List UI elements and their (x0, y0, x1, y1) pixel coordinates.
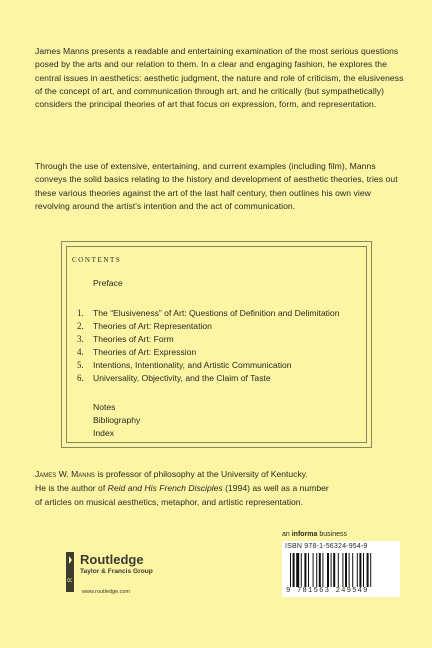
description-paragraph-2: Through the use of extensive, entertaining, and current examples (including film), Manns conveys the solid basics relating to the history and development of aesthetic theories, tries out these various theories against the art of the last half century, then outlines his own view revolving around the artist's intention and the act of communication. (35, 161, 398, 211)
publisher-url: www.routledge.com (82, 589, 130, 595)
barcode-digits: 9 781563 249549 (286, 587, 369, 595)
toc-chapter-title: Universality, Objectivity, and the Claim of Taste (93, 373, 271, 383)
barcode-bar (345, 553, 347, 587)
publisher-name: Routledge (80, 552, 144, 567)
barcode-bar (331, 553, 332, 587)
barcode-bar (338, 553, 339, 587)
toc-chapter-number: 1. (77, 308, 84, 318)
barcode-bar (319, 553, 321, 587)
isbn-text: ISBN 978-1-56324-954-9 (285, 543, 368, 550)
barcode-bar (367, 553, 369, 587)
barcode-bar (359, 553, 361, 587)
toc-chapter-title: Intentions, Intentionality, and Artistic Communication (93, 360, 292, 370)
contents-heading: CONTENTS (72, 256, 122, 264)
barcode-bar (333, 553, 335, 587)
toc-chapter-title: The “Elusiveness” of Art: Questions of Definition and Delimitation (93, 308, 340, 318)
barcode-bar (363, 553, 364, 587)
barcode-bar (293, 553, 295, 587)
informa-business-line: an informa business (282, 531, 347, 538)
toc-chapter-number: 3. (77, 334, 84, 344)
barcode-bar (308, 553, 309, 587)
barcode-bar (357, 553, 358, 587)
barcode-bar (304, 553, 306, 587)
toc-index: Index (93, 428, 115, 438)
bio-text: of articles on musical aesthetics, metaphor, and artistic representation. (35, 497, 303, 507)
book-title: Reid and His French Disciples (107, 483, 223, 493)
barcode-bar (316, 553, 317, 587)
barcode-block (282, 541, 400, 597)
barcode-bar (327, 553, 329, 587)
bio-text: (1994) as well as a number (222, 483, 329, 493)
toc-chapter-number: 6. (77, 373, 84, 383)
toc-notes: Notes (93, 402, 116, 412)
informa-wordmark: informa (291, 531, 318, 538)
toc-chapter-number: 4. (77, 347, 84, 357)
author-bio (35, 467, 405, 509)
barcode-icon (290, 553, 392, 587)
bio-text: He is the author of (35, 483, 108, 493)
toc-chapter-title: Theories of Art: Form (93, 334, 174, 344)
description-paragraph-1: James Manns presents a readable and entertaining examination of the most serious questions posed by the arts and our relation to them. In a clear and engaging fashion, he explores the central issues in aesthetics: aesthetic judgment, the nature and role of criticism, the elusiveness of the concept of art, and communication through art, and he critically (but sympathetically) considers the principal theories of art that focus on expression, form, and representation. (35, 46, 404, 110)
toc-bibliography: Bibliography (93, 415, 141, 425)
toc-chapter-number: 2. (77, 321, 84, 331)
barcode-bar (290, 553, 291, 587)
toc-chapter-title: Theories of Art: Representation (93, 321, 212, 331)
publisher-group: Taylor & Francis Group (80, 568, 153, 575)
barcode-bar (349, 553, 350, 587)
barcode-bar (322, 553, 323, 587)
bio-text: is professor of philosophy at the University of Kentucky. (94, 469, 308, 479)
author-name: James W. Manns (35, 469, 95, 479)
barcode-bar (352, 553, 353, 587)
barcode-bar (342, 553, 343, 587)
barcode-bar (313, 553, 314, 587)
toc-chapter-title: Theories of Art: Expression (93, 347, 197, 357)
toc-chapter-number: 5. (77, 360, 84, 370)
routledge-logo-icon (63, 552, 77, 592)
barcode-bar (296, 553, 299, 587)
toc-preface: Preface (93, 278, 123, 288)
svg-text:R: R (68, 577, 74, 583)
barcode-bar (301, 553, 302, 587)
barcode-bar (370, 553, 371, 587)
